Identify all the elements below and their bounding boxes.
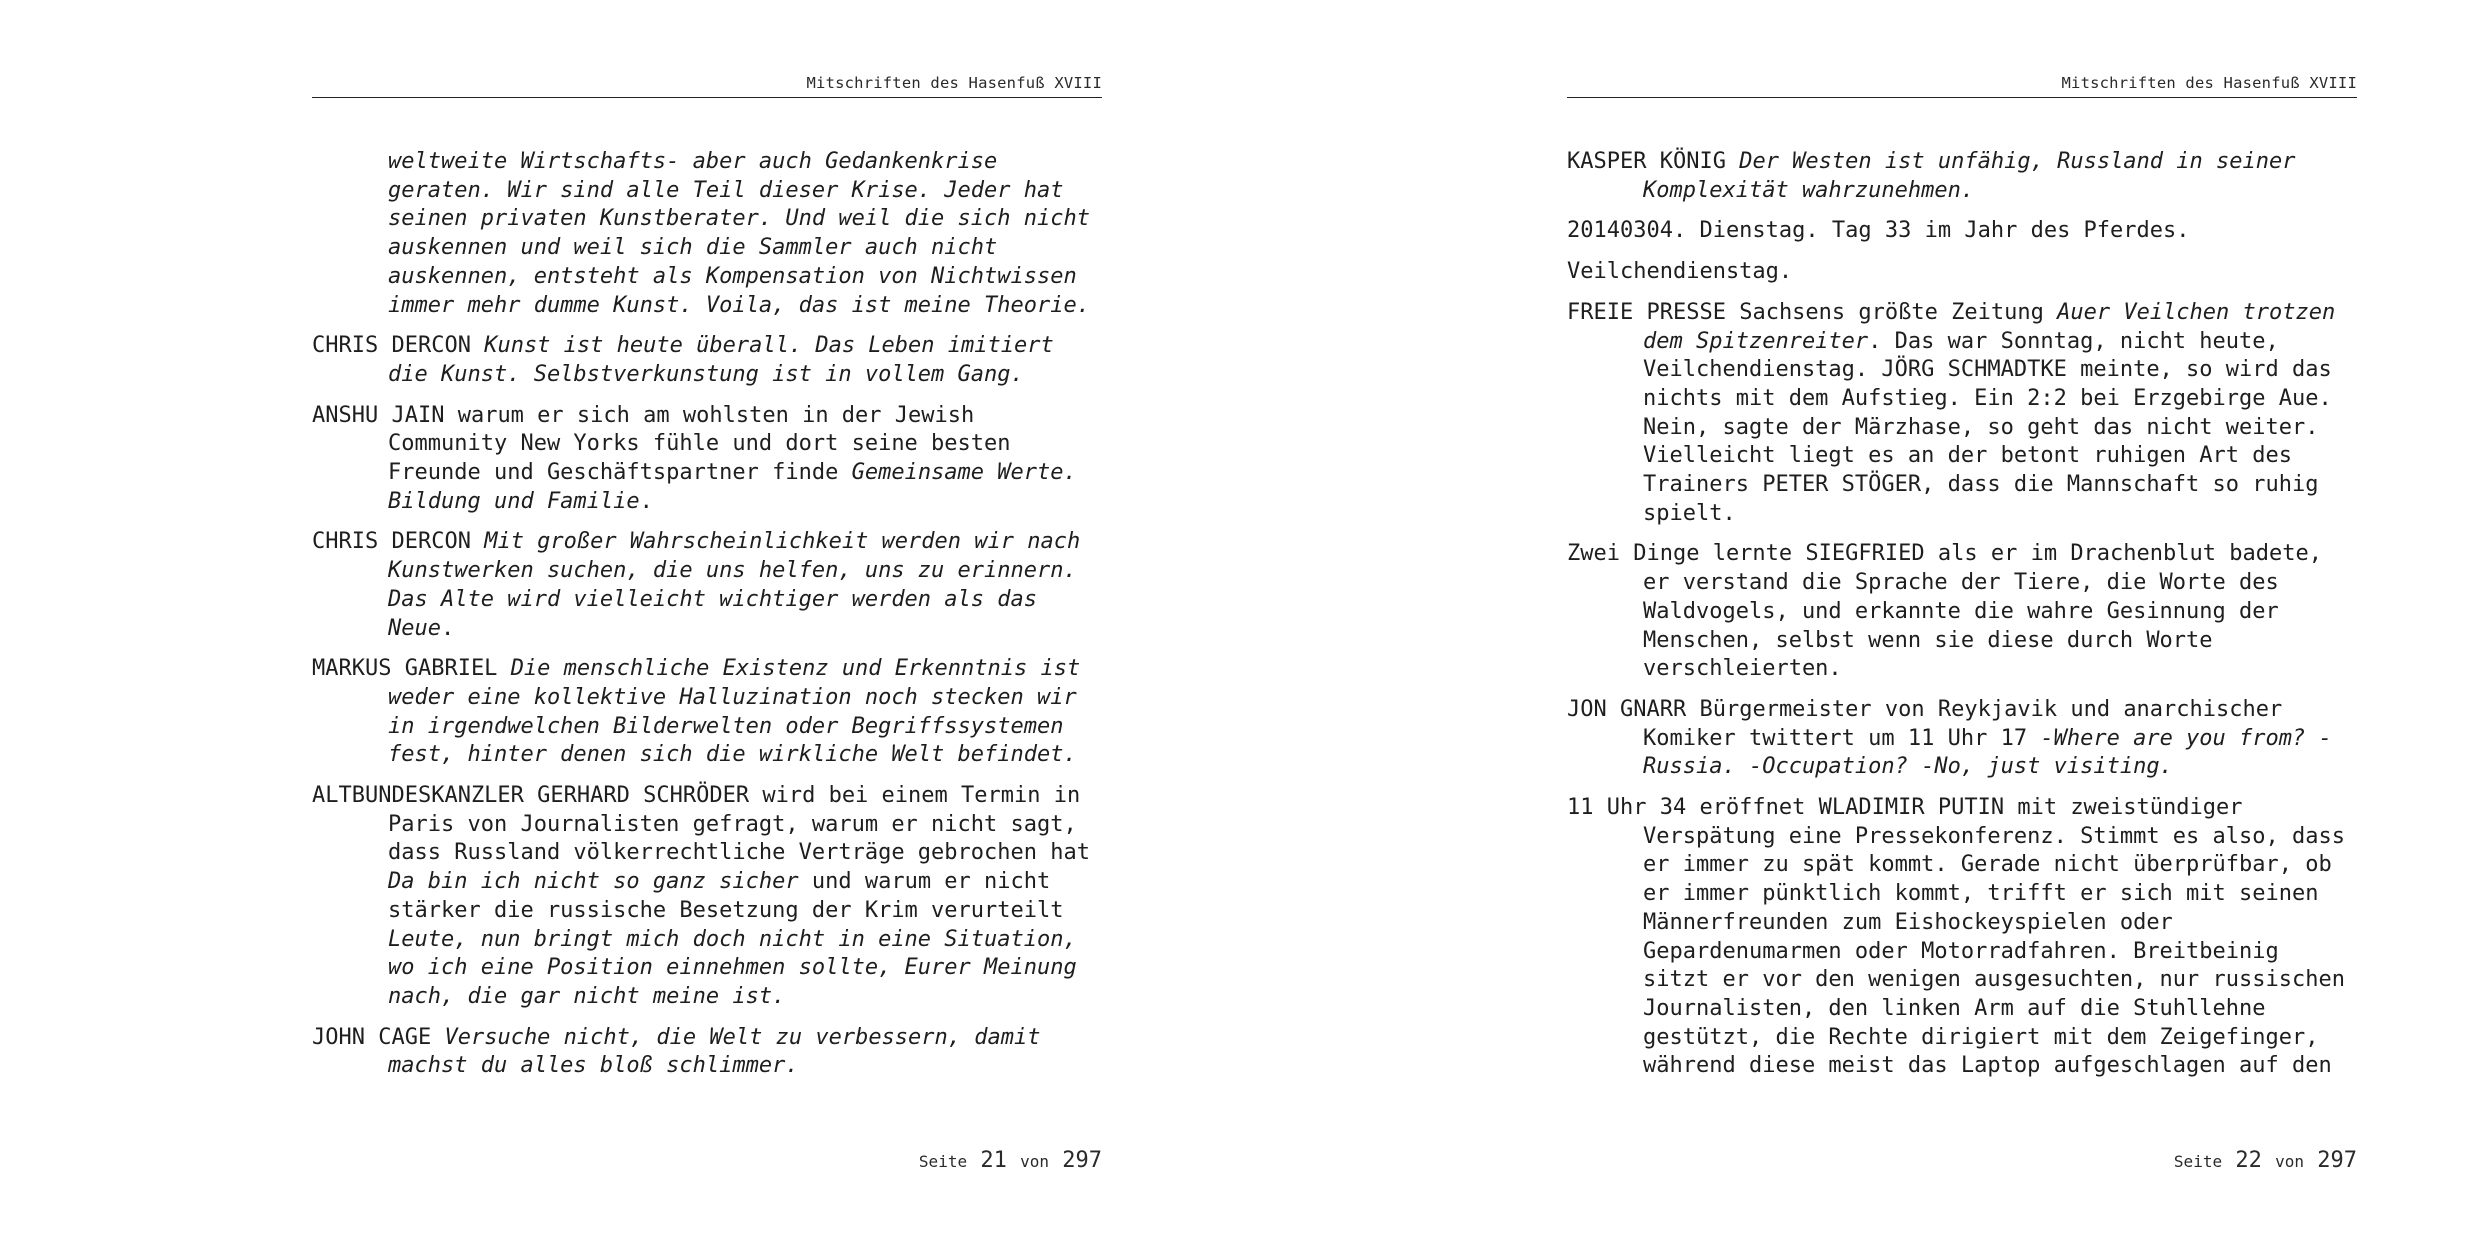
paragraph bbox=[312, 655, 1102, 770]
quote: weltweite Wirtschafts- aber auch Gedankenkrise geraten. Wir sind alle Teil dieser Krise. Jeder hat seinen privaten Kunstberater. Und weil die sich nicht auskennen und weil sich die Sammler auch nicht auskennen, entsteht als Kompensation von Nichtwissen immer mehr dumme Kunst. Voila, das ist meine Theorie. bbox=[388, 149, 1090, 318]
narration: wird bei einem Termin in Paris von Journalisten gefragt, warum er nicht sagt, dass Russland völkerrechtliche Verträge gebrochen hat bbox=[388, 783, 1090, 866]
punctuation: . bbox=[639, 488, 653, 514]
paragraph bbox=[1567, 258, 2357, 287]
quote: Mit großer Wahrscheinlichkeit werden wir nach Kunstwerken suchen, die uns helfen, uns zu erinnern. Das Alte wird vielleicht wichtiger werden als das Neue bbox=[388, 529, 1081, 641]
page-total: 297 bbox=[2317, 1148, 2357, 1173]
paragraph bbox=[1567, 794, 2357, 1081]
quote: Leute, nun bringt mich doch nicht in eine Situation, wo ich eine Position einnehmen sollte, Eurer Meinung nach, die gar nicht meine ist. bbox=[388, 926, 1077, 1009]
speaker-name: JON GNARR bbox=[1567, 696, 1687, 722]
speaker-name: CHRIS DERCON bbox=[312, 529, 471, 555]
page-number: 22 bbox=[2235, 1148, 2262, 1173]
speaker-name: KASPER KÖNIG bbox=[1567, 149, 1726, 174]
speaker-name: ANSHU JAIN bbox=[312, 402, 445, 428]
left-page-body bbox=[312, 148, 1102, 1093]
narration: 11 Uhr 34 eröffnet WLADIMIR PUTIN mit zweistündiger Verspätung eine Pressekonferenz. Stimmt es also, dass er immer zu spät kommt. Gerade nicht überprüfbar, ob er immer pünktlich kommt, trifft er sich mit seinen Männerfreunden zum Eishockeyspielen oder Gepardenumarmen oder Motorradfahren. Breitbeinig sitzt er vor den wenigen ausgesuchten, nur russischen Journalisten, den linken Arm auf die Stuhllehne gestützt, die Rechte dirigiert mit dem Zeigefinger, während diese meist das Laptop aufgeschlagen auf den bbox=[1567, 795, 2345, 1079]
quote: Da bin ich nicht so ganz sicher bbox=[388, 869, 799, 895]
von-label: von bbox=[2275, 1152, 2304, 1171]
page-footer bbox=[312, 1148, 1102, 1173]
quote: Die menschliche Existenz und Erkenntnis ist weder eine kollektive Halluzination noch stecken wir in irgendwelchen Bilderwelten oder Begriffssystemen fest, hinter denen sich die wirkliche Welt befindet. bbox=[388, 656, 1081, 768]
paragraph bbox=[1567, 696, 2357, 782]
speaker-name: CHRIS DERCON bbox=[312, 333, 471, 359]
speaker-name: MARKUS GABRIEL bbox=[312, 656, 498, 682]
right-page bbox=[1567, 0, 2357, 1240]
narration: und warum er nicht stärker die russische Besetzung der Krim verurteilt bbox=[388, 869, 1064, 923]
narration: . Das war Sonntag, nicht heute, Veilchendienstag. JÖRG SCHMADTKE meinte, so wird das nichts mit dem Aufstieg. Ein 2:2 bei Erzgebirge Aue. Nein, sagte der Märzhase, so geht das nicht weiter. Vielleicht liegt es an der betont ruhigen Art des Trainers PETER STÖGER, dass die Mannschaft so ruhig spielt. bbox=[1643, 328, 2332, 526]
paragraph bbox=[312, 1024, 1102, 1081]
running-header: Mitschriften des Hasenfuß XVIII bbox=[2061, 74, 2357, 92]
right-page-body bbox=[1567, 148, 2357, 1093]
paragraph bbox=[312, 332, 1102, 389]
punctuation: . bbox=[440, 615, 455, 641]
von-label: von bbox=[1020, 1152, 1049, 1171]
narration: Zwei Dinge lernte SIEGFRIED als er im Drachenblut badete, er verstand die Sprache der Tiere, die Worte des Waldvogels, und erkannte die wahre Gesinnung der Menschen, selbst wenn sie diese durch Worte verschleierten. bbox=[1567, 541, 2322, 682]
quote: Kunst ist heute überall. Das Leben imitiert die Kunst. Selbstverkunstung ist in vollem Gang. bbox=[388, 333, 1054, 387]
paragraph bbox=[1567, 299, 2357, 529]
narration: Sachsens größte Zeitung bbox=[1739, 299, 2044, 325]
paragraph bbox=[1567, 540, 2357, 684]
header-rule bbox=[1567, 97, 2357, 98]
narration: warum er sich am wohlsten in der Jewish Community New Yorks fühle und dort seine besten Freunde und Geschäftspartner finde bbox=[388, 402, 1011, 486]
speaker-name: JOHN CAGE bbox=[312, 1024, 432, 1050]
narration: Veilchendienstag. bbox=[1567, 259, 1793, 285]
header-rule bbox=[312, 97, 1102, 98]
speaker-name: FREIE PRESSE bbox=[1567, 299, 1726, 325]
seite-label: Seite bbox=[2173, 1152, 2223, 1171]
paragraph bbox=[312, 402, 1102, 517]
paragraph bbox=[312, 148, 1102, 320]
seite-label: Seite bbox=[918, 1152, 968, 1171]
paragraph bbox=[1567, 217, 2357, 246]
quote: Versuche nicht, die Welt zu verbessern, damit machst du alles bloß schlimmer. bbox=[388, 1024, 1041, 1079]
running-header: Mitschriften des Hasenfuß XVIII bbox=[806, 74, 1102, 92]
page-number: 21 bbox=[980, 1148, 1007, 1173]
narration: Bürgermeister von Reykjavik und anarchischer Komiker twittert um 11 Uhr 17 bbox=[1643, 696, 2283, 751]
speaker-name: ALTBUNDESKANZLER GERHARD SCHRÖDER bbox=[312, 783, 750, 809]
page-footer bbox=[1567, 1148, 2357, 1173]
left-page bbox=[312, 0, 1102, 1240]
quote: Der Westen ist unfähig, Russland in seiner Komplexität wahrzunehmen. bbox=[1643, 149, 2296, 203]
date-line: 20140304. Dienstag. Tag 33 im Jahr des Pferdes. bbox=[1567, 218, 2190, 244]
quote: -Where are you from? -Russia. -Occupation? -No, just visiting. bbox=[1643, 725, 2332, 780]
quote: Gemeinsame Werte. Bildung und Familie bbox=[388, 460, 1077, 514]
paragraph bbox=[1567, 148, 2357, 205]
paragraph bbox=[312, 782, 1102, 1012]
paragraph bbox=[312, 528, 1102, 643]
quote: Auer Veilchen trotzen dem Spitzenreiter bbox=[1643, 299, 2336, 354]
page-total: 297 bbox=[1062, 1148, 1102, 1173]
